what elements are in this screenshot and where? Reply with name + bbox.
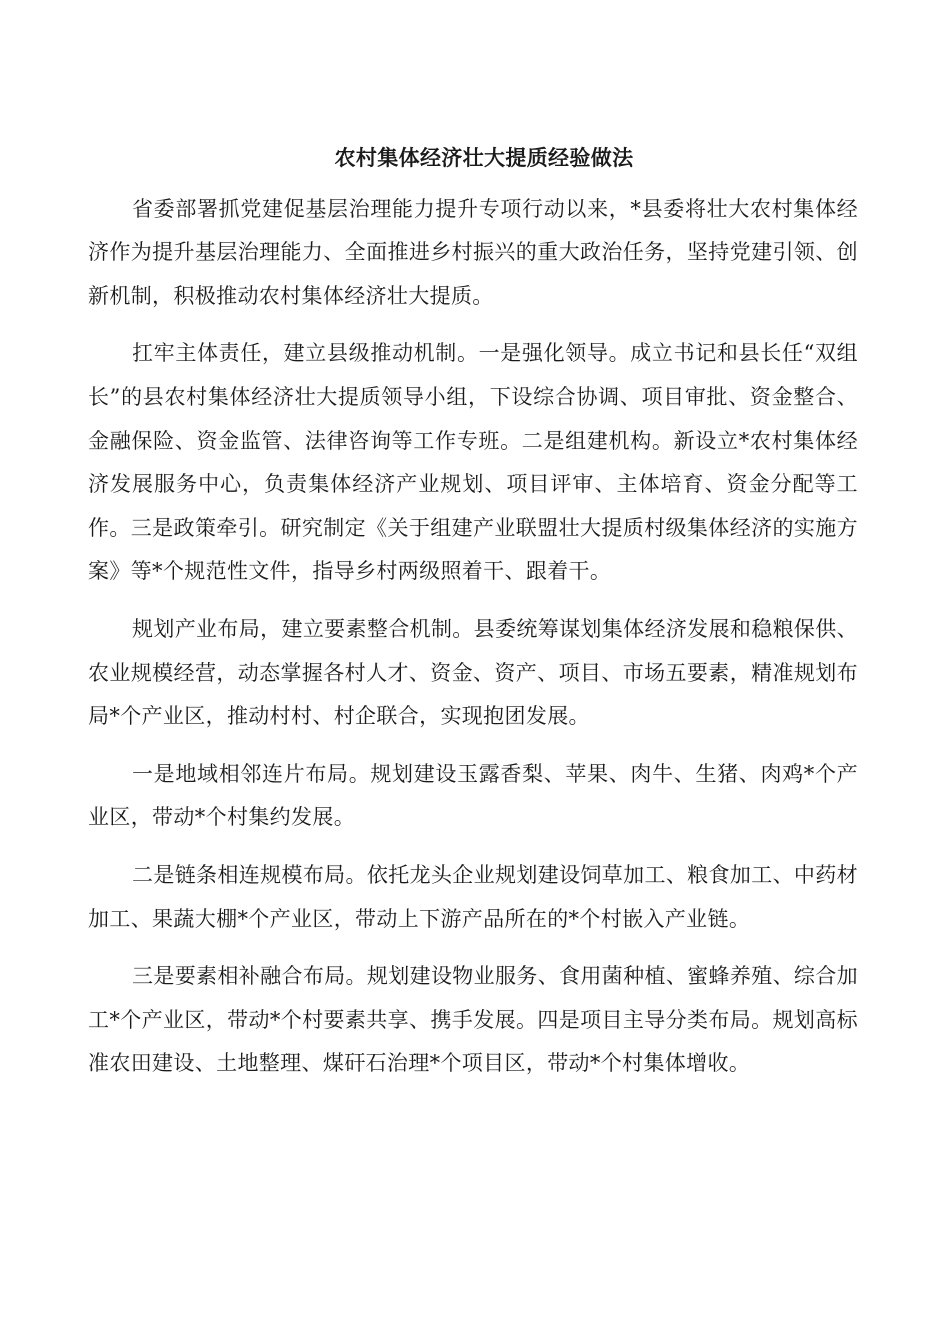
- paragraph-intro: 省委部署抓党建促基层治理能力提升专项行动以来，*县委将壮大农村集体经济作为提升基层治理能力、全面推进乡村振兴的重大政治任务，坚持党建引领、创新机制，积极推动农村集体经济壮大提质。: [88, 196, 858, 308]
- paragraph-factor-layout: 三是要素相补融合布局。规划建设物业服务、食用菌种植、蜜蜂养殖、综合加工*个产业区，带动*个村要素共享、携手发展。四是项目主导分类布局。规划高标准农田建设、土地整理、煤矸石治理*个项目区，带动*个村集体增收。: [88, 964, 858, 1076]
- document-title: 农村集体经济壮大提质经验做法: [334, 145, 634, 170]
- paragraph-regional-layout: 一是地域相邻连片布局。规划建设玉露香梨、苹果、肉牛、生猪、肉鸡*个产业区，带动*个村集约发展。: [88, 761, 858, 830]
- document-body: [88, 136, 858, 1100]
- paragraph-chain-layout: 二是链条相连规模布局。依托龙头企业规划建设饲草加工、粮食加工、中药材加工、果蔬大棚*个产业区，带动上下游产品所在的*个村嵌入产业链。: [88, 862, 858, 931]
- paragraph-responsibility: 扛牢主体责任，建立县级推动机制。一是强化领导。成立书记和县长任“双组长”的县农村集体经济壮大提质领导小组，下设综合协调、项目审批、资金整合、金融保险、资金监管、法律咨询等工作专班。二是组建机构。新设立*农村集体经济发展服务中心，负责集体经济产业规划、项目评审、主体培育、资金分配等工作。三是政策牵引。研究制定《关于组建产业联盟壮大提质村级集体经济的实施方案》等*个规范性文件，指导乡村两级照着干、跟着干。: [88, 341, 858, 584]
- paragraph-industry-layout: 规划产业布局，建立要素整合机制。县委统筹谋划集体经济发展和稳粮保供、农业规模经营，动态掌握各村人才、资金、资产、项目、市场五要素，精准规划布局*个产业区，推动村村、村企联合，实现抱团发展。: [88, 616, 858, 729]
